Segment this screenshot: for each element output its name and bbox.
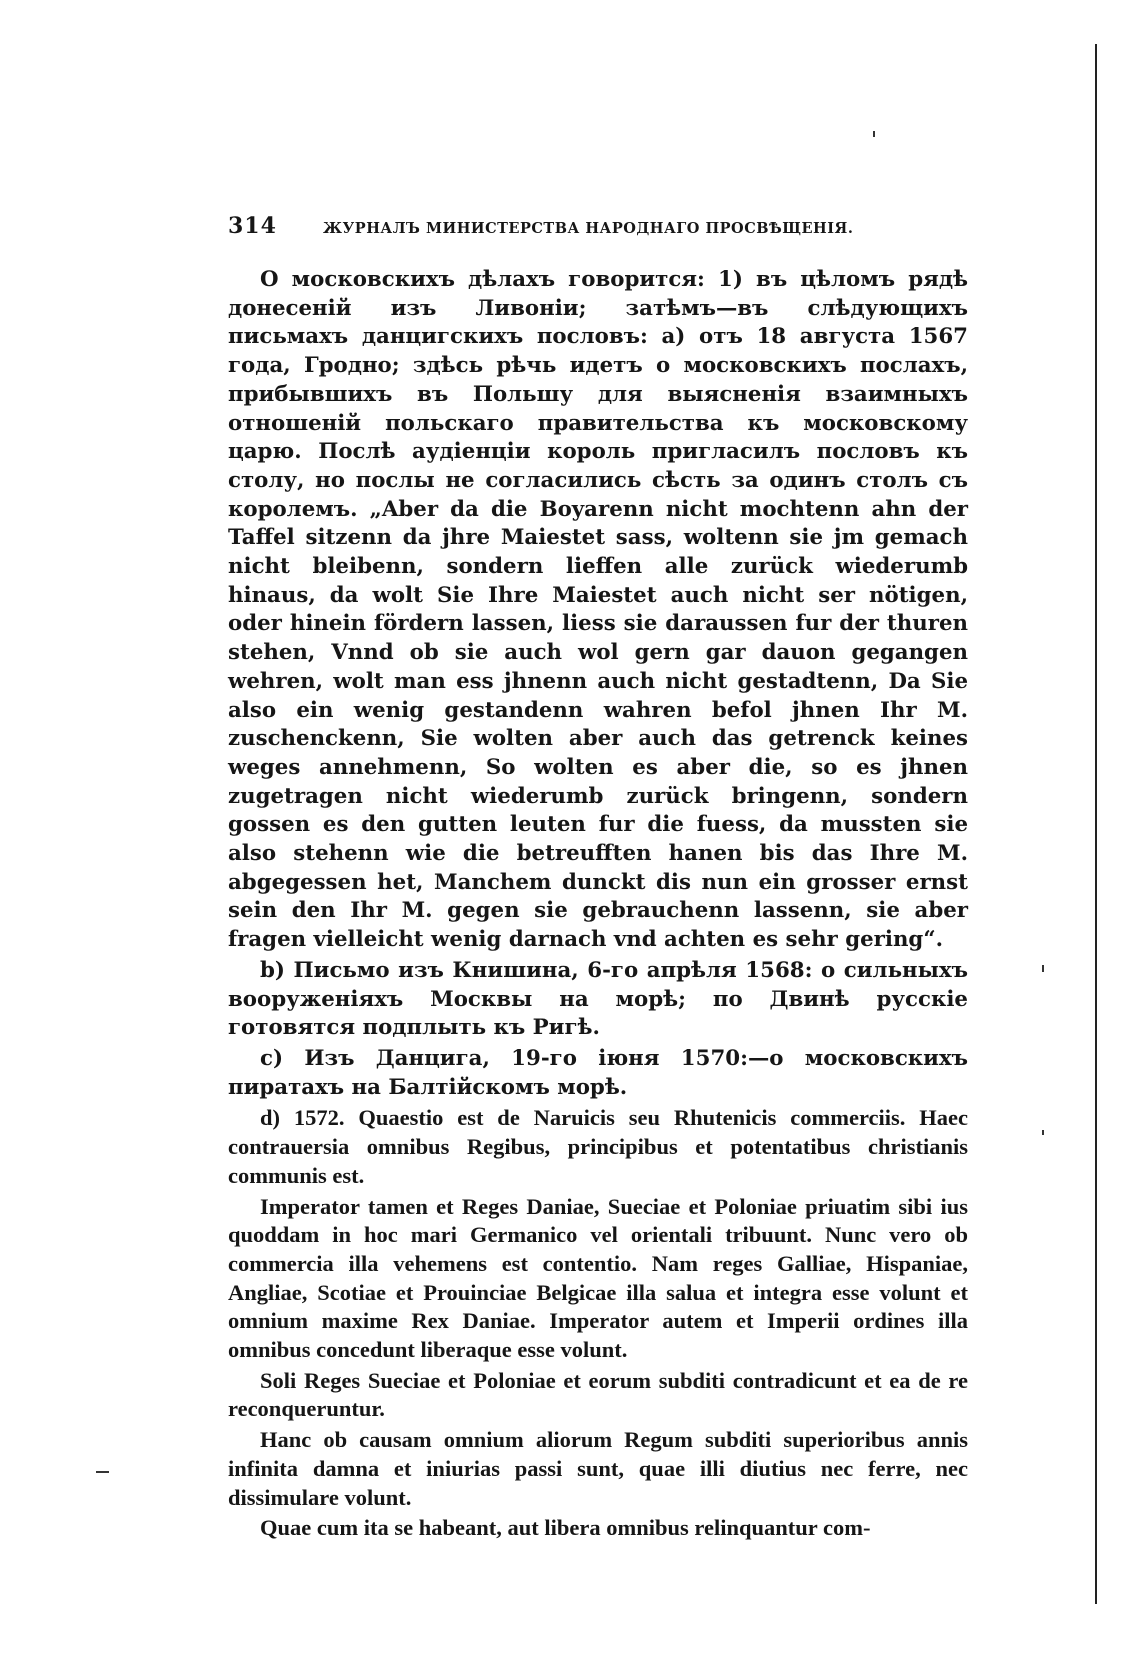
paragraph-letter-c: c) Изъ Данцига, 19-го іюня 1570:—о московскихъ пиратахъ на Балтійскомъ морѣ. (228, 1045, 968, 1100)
page-number: 314 (228, 213, 277, 239)
paragraph-letter-d: d) 1572. Quaestio est de Naruicis seu Rhutenicis commerciis. Haec contrauersia omnibus Regibus, principibus et potentatibus christianis communis est. (228, 1105, 968, 1188)
page-header (228, 213, 968, 239)
paragraph-soli-reges: Soli Reges Sueciae et Poloniae et eorum subditi contradicunt et ea de re reconqueruntur. (228, 1367, 968, 1422)
scan-speck (1042, 1130, 1044, 1135)
paragraph-moscow-affairs: О московскихъ дѣлахъ говорится: 1) въ цѣломъ рядѣ донесеній изъ Ливоніи; затѣмъ—въ слѣдующихъ письмахъ данцигскихъ пословъ: а) отъ 18 августа 1567 года, Гродно; здѣсь рѣчь идетъ о московскихъ послахъ, прибывшихъ въ Польшу для выясненія взаимныхъ отношеній польскаго правительства къ московскому царю. Послѣ аудіенціи король пригласилъ пословъ къ столу, но послы не согласились сѣсть за одинъ столъ съ королемъ. „Aber da die Boyarenn nicht mochtenn ahn der Taffel sitzenn da jhre Maiestet sass, woltenn sie jm gemach nicht bleibenn, sondern lieffen alle zurück wiederumb hinaus, da wolt Sie Ihre Maiestet auch nicht ser nötigen, oder hinein fördern lassen, liess sie daraussen fur der thuren stehen, Vnnd ob sie auch wol gern gar dauon gegangen wehren, wolt man ess jhnenn auch nicht gestadtenn, Da Sie also ein wenig gestandenn wahren befol jhnen Ihr M. zuschenckenn, Sie wolten aber auch das getrenck keines weges annehmenn, So wolten es aber die, so es jhnen zugetragen nicht wiederumb zurück bringenn, sondern gossen es den gutten leuten fur die fuess, da mussten sie also stehenn wie die betreufften hanen bis das Ihre M. abgegessen het, Manchem dunckt dis nun ein grosser ernst sein den Ihr M. gegen sie gebrauchenn lassenn, sie aber fragen vielleicht wenig darnach vnd achten es sehr gering“. (228, 267, 968, 953)
scan-speck (873, 131, 875, 137)
scan-page-edge (1095, 44, 1097, 1604)
paragraph-imperator: Imperator tamen et Reges Daniae, Sueciae et Poloniae priuatim sibi ius quoddam in hoc mari Germanico vel orientali tribuunt. Nunc vero ob commercia illa vehemens est contentio. Nam reges Galliae, Hispaniae, Angliae, Scotiae et Prouinciae Belgicae illa salua et integra esse volunt et omnium maxime Rex Daniae. Imperator autem et Imperii ordines illa omnibus concedunt liberaque esse volunt. (228, 1193, 968, 1363)
paragraph-hanc-ob-causam: Hanc ob causam omnium aliorum Regum subditi superioribus annis infinita damna et iniurias passi sunt, quae illi diutius nec ferre, nec dissimulare volunt. (228, 1427, 968, 1510)
book-page (228, 213, 968, 1543)
scan-speck (96, 1471, 109, 1473)
paragraph-letter-b: b) Письмо изъ Книшина, 6-го апрѣля 1568: о сильныхъ вооруженіяхъ Москвы на морѣ; по Двинѣ русскіе готовятся подплыть къ Ригѣ. (228, 957, 968, 1041)
running-title: ЖУРНАЛЪ МИНИСТЕРСТВА НАРОДНАГО ПРОСВѢЩЕНІЯ. (323, 220, 854, 237)
paragraph-quae-cum: Quae cum ita se habeant, aut libera omnibus relinquantur com- (260, 1515, 871, 1541)
scan-speck (1042, 965, 1044, 972)
